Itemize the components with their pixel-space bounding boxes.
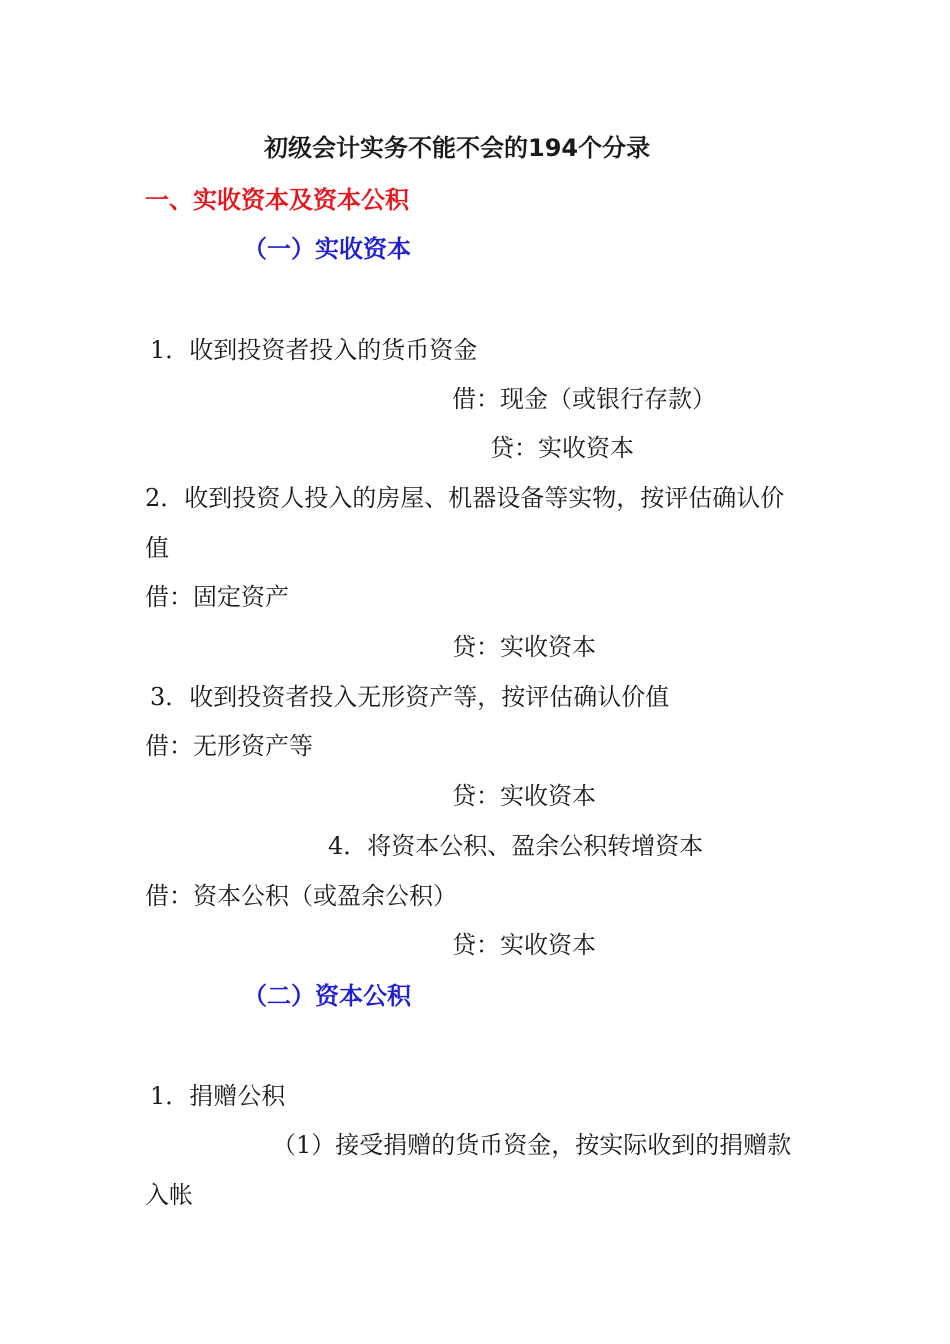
entry-subitem-text-cont: 入帐 [145,1181,193,1209]
entry-item-text: 4．将资本公积、盈余公积转增资本 [328,832,704,860]
entry-item-text: 2．收到投资人投入的房屋、机器设备等实物，按评估确认价 [145,484,785,512]
debit-line: 借：无形资产等 [145,732,313,760]
credit-line: 贷：实收资本 [490,434,634,462]
entry-item-text: 1．捐赠公积 [150,1082,286,1110]
debit-line: 借：资本公积（或盈余公积） [145,882,457,910]
debit-line: 借：固定资产 [145,583,289,611]
entry-subitem-text: （1）接受捐赠的货币资金，按实际收到的捐赠款 [272,1131,792,1159]
credit-line: 贷：实收资本 [452,633,596,661]
entry-item-text: 3．收到投资者投入无形资产等，按评估确认价值 [150,683,670,711]
entry-item-text-cont: 值 [145,534,169,562]
credit-line: 贷：实收资本 [452,931,596,959]
debit-line: 借：现金（或银行存款） [452,385,716,413]
entry-item-text: 1．收到投资者投入的货币资金 [150,336,478,364]
subsection-heading: （一）实收资本 [243,235,411,263]
page-title: 初级会计实务不能不会的194个分录 [264,134,651,162]
subsection-heading: （二）资本公积 [243,982,411,1010]
credit-line: 贷：实收资本 [452,782,596,810]
section-heading: 一、实收资本及资本公积 [145,186,409,214]
